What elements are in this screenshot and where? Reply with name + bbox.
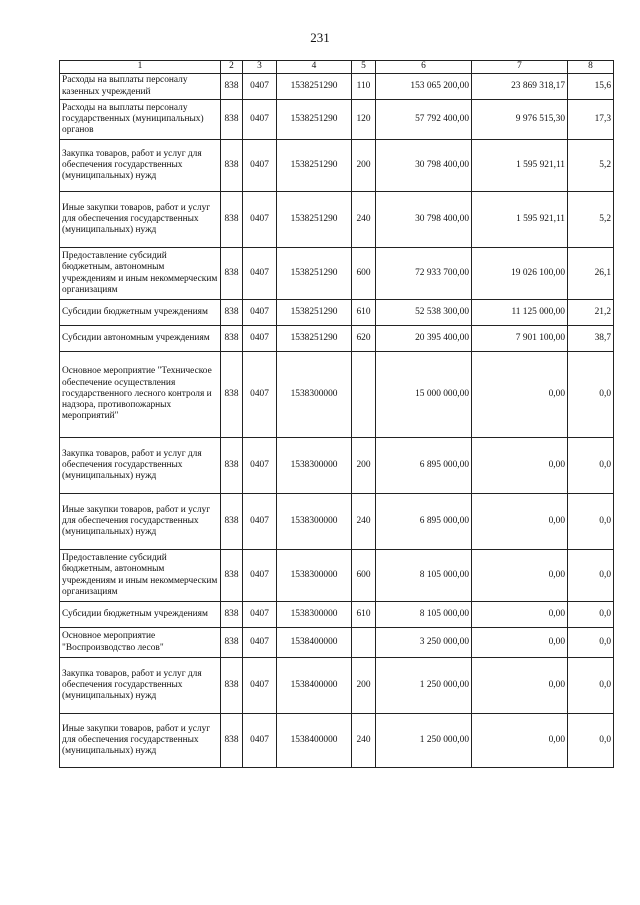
header-col-1: 1 [60, 61, 221, 74]
row-col-8-cell: 0,0 [568, 658, 614, 714]
table-row [60, 628, 614, 658]
row-name-cell: Иные закупки товаров, работ и услуг для обеспечения государственных (муниципальных) нужд [60, 192, 221, 248]
table-row [60, 438, 614, 494]
row-col-8-cell: 0,0 [568, 438, 614, 494]
row-name-cell: Предоставление субсидий бюджетным, автономным учреждениям и иным некоммерческим организациям [60, 550, 221, 602]
row-col-7-cell: 1 595 921,11 [472, 140, 568, 192]
table-row [60, 326, 614, 352]
row-col-8-cell: 0,0 [568, 494, 614, 550]
row-col-8-cell: 0,0 [568, 550, 614, 602]
row-name-cell: Иные закупки товаров, работ и услуг для обеспечения государственных (муниципальных) нужд [60, 714, 221, 768]
row-col-6-cell: 72 933 700,00 [376, 248, 472, 300]
row-col-2-cell: 838 [221, 192, 243, 248]
row-col-6-cell: 8 105 000,00 [376, 550, 472, 602]
row-col-4-cell: 1538300000 [277, 602, 352, 628]
row-col-2-cell: 838 [221, 714, 243, 768]
row-col-7-cell: 0,00 [472, 494, 568, 550]
row-col-3-cell: 0407 [243, 714, 277, 768]
row-col-6-cell: 3 250 000,00 [376, 628, 472, 658]
row-col-3-cell: 0407 [243, 74, 277, 100]
row-col-7-cell: 23 869 318,17 [472, 74, 568, 100]
row-col-3-cell: 0407 [243, 326, 277, 352]
row-col-8-cell: 5,2 [568, 192, 614, 248]
row-col-2-cell: 838 [221, 494, 243, 550]
row-col-5-cell: 240 [352, 192, 376, 248]
row-col-4-cell: 1538300000 [277, 550, 352, 602]
row-col-8-cell: 5,2 [568, 140, 614, 192]
row-name-cell: Расходы на выплаты персоналу казенных учреждений [60, 74, 221, 100]
row-col-4-cell: 1538251290 [277, 300, 352, 326]
row-col-6-cell: 1 250 000,00 [376, 714, 472, 768]
row-col-8-cell: 17,3 [568, 100, 614, 140]
row-col-5-cell: 200 [352, 438, 376, 494]
row-col-3-cell: 0407 [243, 550, 277, 602]
row-col-6-cell: 8 105 000,00 [376, 602, 472, 628]
row-col-2-cell: 838 [221, 602, 243, 628]
row-col-2-cell: 838 [221, 300, 243, 326]
row-name-cell: Предоставление субсидий бюджетным, автономным учреждениям и иным некоммерческим организациям [60, 248, 221, 300]
row-col-5-cell [352, 628, 376, 658]
row-col-4-cell: 1538300000 [277, 438, 352, 494]
row-name-cell: Основное мероприятие "Техническое обеспечение осуществления государственного лесного контроля и надзора, противопожарных мероприятий" [60, 352, 221, 438]
row-col-4-cell: 1538251290 [277, 326, 352, 352]
table-row [60, 550, 614, 602]
row-name-cell: Закупка товаров, работ и услуг для обеспечения государственных (муниципальных) нужд [60, 438, 221, 494]
row-col-7-cell: 19 026 100,00 [472, 248, 568, 300]
row-col-7-cell: 1 595 921,11 [472, 192, 568, 248]
row-col-5-cell [352, 352, 376, 438]
row-col-4-cell: 1538251290 [277, 140, 352, 192]
row-col-8-cell: 0,0 [568, 628, 614, 658]
row-col-7-cell: 7 901 100,00 [472, 326, 568, 352]
header-row [60, 61, 614, 74]
row-col-4-cell: 1538300000 [277, 494, 352, 550]
header-col-5: 5 [352, 61, 376, 74]
table-row [60, 300, 614, 326]
row-col-6-cell: 57 792 400,00 [376, 100, 472, 140]
row-col-5-cell: 240 [352, 714, 376, 768]
row-col-6-cell: 30 798 400,00 [376, 140, 472, 192]
row-col-5-cell: 110 [352, 74, 376, 100]
row-col-3-cell: 0407 [243, 628, 277, 658]
row-col-2-cell: 838 [221, 100, 243, 140]
row-col-7-cell: 0,00 [472, 602, 568, 628]
row-col-8-cell: 0,0 [568, 714, 614, 768]
row-col-8-cell: 21,2 [568, 300, 614, 326]
row-col-3-cell: 0407 [243, 100, 277, 140]
row-col-4-cell: 1538251290 [277, 248, 352, 300]
row-col-8-cell: 0,0 [568, 602, 614, 628]
header-col-4: 4 [277, 61, 352, 74]
row-col-8-cell: 15,6 [568, 74, 614, 100]
row-col-7-cell: 0,00 [472, 352, 568, 438]
row-col-7-cell: 0,00 [472, 714, 568, 768]
header-col-3: 3 [243, 61, 277, 74]
row-col-4-cell: 1538400000 [277, 658, 352, 714]
row-col-2-cell: 838 [221, 628, 243, 658]
row-name-cell: Субсидии бюджетным учреждениям [60, 300, 221, 326]
table-row [60, 74, 614, 100]
table-row [60, 714, 614, 768]
row-col-5-cell: 610 [352, 300, 376, 326]
row-col-5-cell: 240 [352, 494, 376, 550]
row-col-2-cell: 838 [221, 248, 243, 300]
table-row [60, 100, 614, 140]
header-col-6: 6 [376, 61, 472, 74]
row-col-5-cell: 620 [352, 326, 376, 352]
row-col-4-cell: 1538400000 [277, 628, 352, 658]
row-col-6-cell: 30 798 400,00 [376, 192, 472, 248]
row-col-4-cell: 1538251290 [277, 192, 352, 248]
table-row [60, 192, 614, 248]
row-col-5-cell: 200 [352, 658, 376, 714]
row-name-cell: Иные закупки товаров, работ и услуг для обеспечения государственных (муниципальных) нужд [60, 494, 221, 550]
header-col-8: 8 [568, 61, 614, 74]
row-col-8-cell: 38,7 [568, 326, 614, 352]
row-col-3-cell: 0407 [243, 300, 277, 326]
row-col-7-cell: 9 976 515,30 [472, 100, 568, 140]
row-col-3-cell: 0407 [243, 494, 277, 550]
row-col-3-cell: 0407 [243, 352, 277, 438]
budget-table [59, 60, 614, 768]
table-row [60, 494, 614, 550]
row-col-2-cell: 838 [221, 438, 243, 494]
row-name-cell: Основное мероприятие "Воспроизводство лесов" [60, 628, 221, 658]
row-col-6-cell: 6 895 000,00 [376, 438, 472, 494]
row-col-8-cell: 26,1 [568, 248, 614, 300]
row-col-4-cell: 1538251290 [277, 100, 352, 140]
row-col-3-cell: 0407 [243, 248, 277, 300]
row-col-2-cell: 838 [221, 352, 243, 438]
row-col-5-cell: 600 [352, 550, 376, 602]
row-col-3-cell: 0407 [243, 658, 277, 714]
table-row [60, 248, 614, 300]
row-col-3-cell: 0407 [243, 438, 277, 494]
row-col-7-cell: 0,00 [472, 550, 568, 602]
row-col-3-cell: 0407 [243, 602, 277, 628]
row-col-2-cell: 838 [221, 658, 243, 714]
row-col-4-cell: 1538251290 [277, 74, 352, 100]
row-col-5-cell: 200 [352, 140, 376, 192]
row-col-2-cell: 838 [221, 326, 243, 352]
row-col-3-cell: 0407 [243, 140, 277, 192]
row-col-6-cell: 1 250 000,00 [376, 658, 472, 714]
table-row [60, 658, 614, 714]
row-col-6-cell: 20 395 400,00 [376, 326, 472, 352]
row-col-3-cell: 0407 [243, 192, 277, 248]
row-name-cell: Закупка товаров, работ и услуг для обеспечения государственных (муниципальных) нужд [60, 658, 221, 714]
page-number: 231 [310, 30, 330, 45]
header-col-7: 7 [472, 61, 568, 74]
row-name-cell: Закупка товаров, работ и услуг для обеспечения государственных (муниципальных) нужд [60, 140, 221, 192]
row-col-7-cell: 0,00 [472, 438, 568, 494]
row-col-5-cell: 120 [352, 100, 376, 140]
row-col-8-cell: 0,0 [568, 352, 614, 438]
header-col-2: 2 [221, 61, 243, 74]
row-col-2-cell: 838 [221, 74, 243, 100]
table-row [60, 140, 614, 192]
row-col-2-cell: 838 [221, 550, 243, 602]
row-col-2-cell: 838 [221, 140, 243, 192]
row-col-4-cell: 1538400000 [277, 714, 352, 768]
table-row [60, 602, 614, 628]
row-col-5-cell: 600 [352, 248, 376, 300]
row-col-7-cell: 0,00 [472, 628, 568, 658]
row-name-cell: Расходы на выплаты персоналу государственных (муниципальных) органов [60, 100, 221, 140]
row-col-7-cell: 0,00 [472, 658, 568, 714]
row-col-5-cell: 610 [352, 602, 376, 628]
row-col-6-cell: 153 065 200,00 [376, 74, 472, 100]
row-name-cell: Субсидии автономным учреждениям [60, 326, 221, 352]
row-col-7-cell: 11 125 000,00 [472, 300, 568, 326]
row-col-4-cell: 1538300000 [277, 352, 352, 438]
row-col-6-cell: 6 895 000,00 [376, 494, 472, 550]
row-col-6-cell: 15 000 000,00 [376, 352, 472, 438]
row-col-6-cell: 52 538 300,00 [376, 300, 472, 326]
table-row [60, 352, 614, 438]
row-name-cell: Субсидии бюджетным учреждениям [60, 602, 221, 628]
